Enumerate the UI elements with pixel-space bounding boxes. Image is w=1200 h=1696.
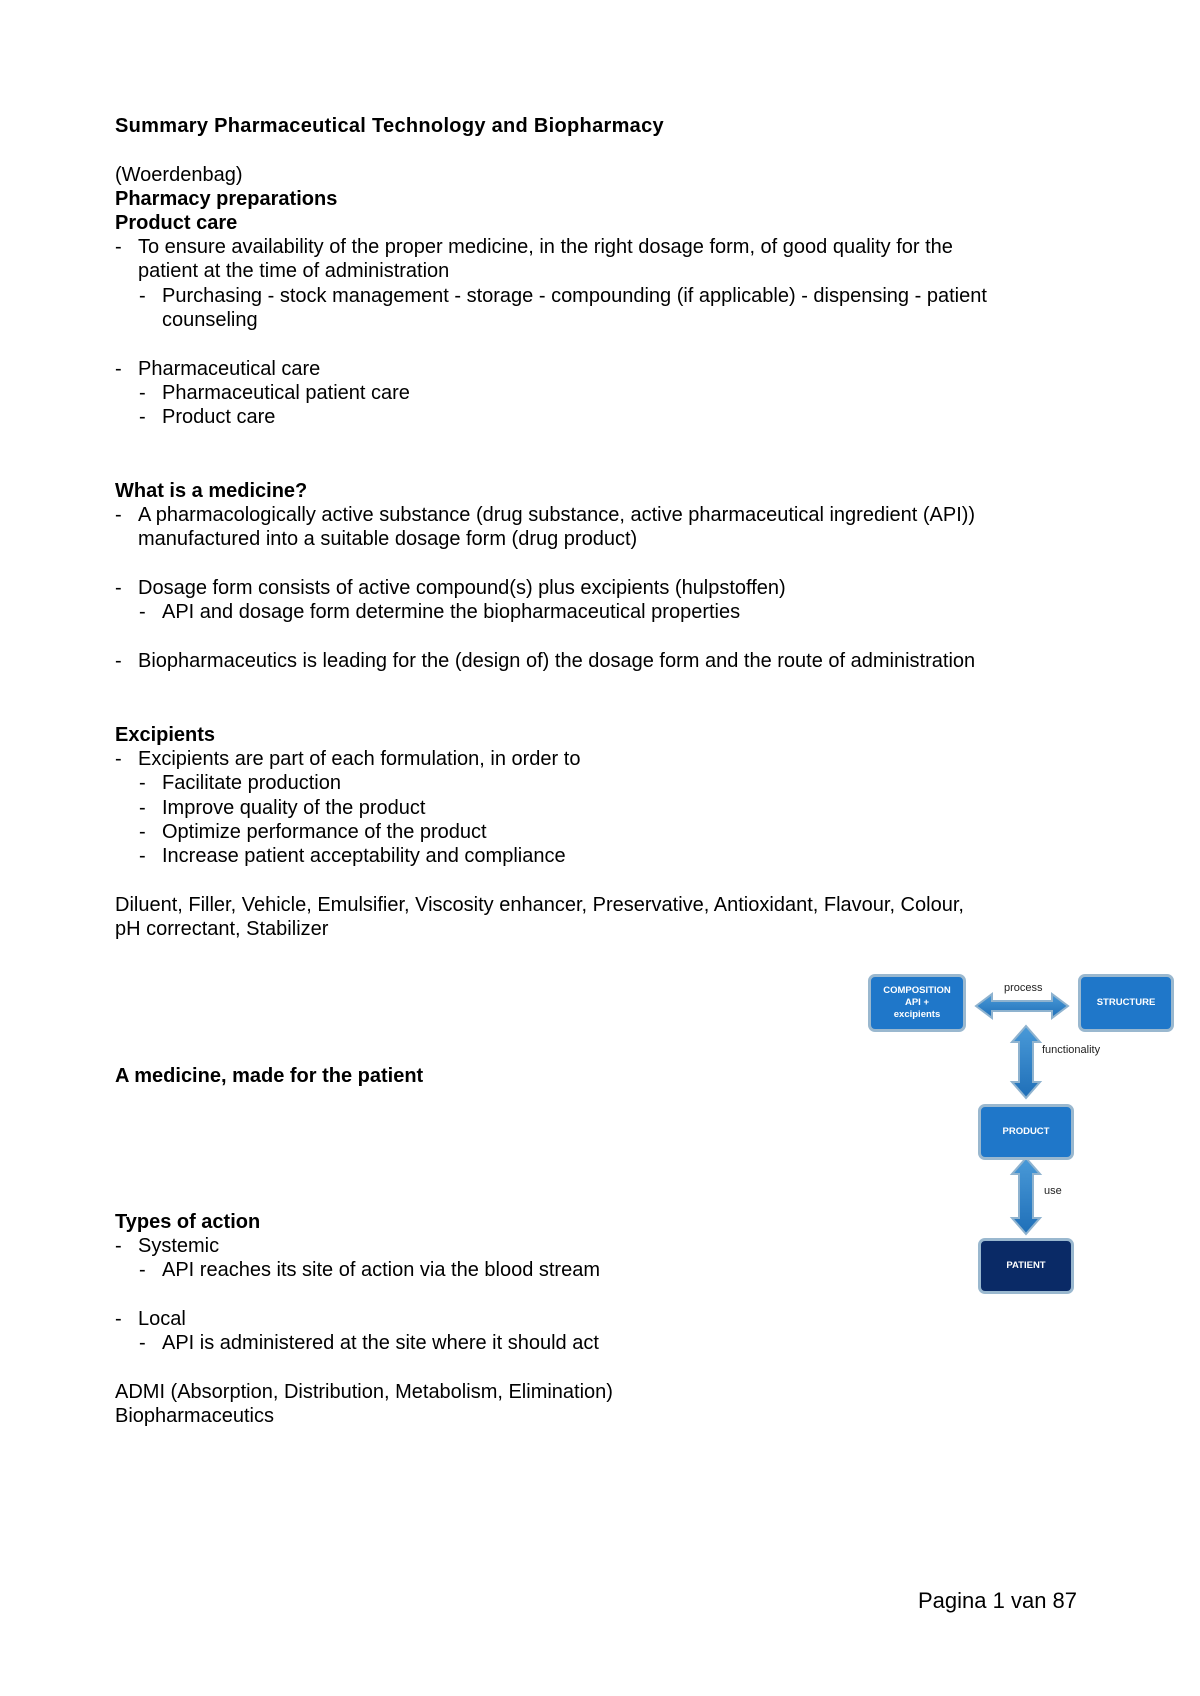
heading-pharmacy-preparations: Pharmacy preparations (115, 188, 338, 210)
heading-medicine-for-patient: A medicine, made for the patient (115, 1065, 424, 1087)
bullet-marker: - (115, 504, 122, 526)
sub-bullet-marker: - (139, 797, 146, 819)
sub-bullet-text-continued: counseling (162, 309, 258, 331)
sub-bullet-text: API reaches its site of action via the blood stream (162, 1259, 600, 1281)
sub-bullet-marker: - (139, 601, 146, 623)
structure-label: STRUCTURE (1096, 997, 1156, 1008)
sub-bullet-text: API and dosage form determine the biopharmaceutical properties (162, 601, 741, 623)
bullet-text-continued: patient at the time of administration (138, 260, 450, 282)
biopharmaceutics-text: Biopharmaceutics (115, 1405, 274, 1427)
use-arrow-icon (1012, 1158, 1040, 1234)
structure-box (1078, 974, 1174, 1032)
heading-product-care: Product care (115, 212, 238, 234)
sub-bullet-text: Purchasing - stock management - storage - compounding (if applicable) - dispensing - patient (162, 285, 987, 307)
functionality-label: functionality (1042, 1044, 1101, 1056)
admi-text: ADMI (Absorption, Distribution, Metabolism, Elimination) (115, 1381, 613, 1403)
sub-bullet-marker: - (139, 772, 146, 794)
bullet-text: Local (138, 1308, 186, 1330)
excipient-list: Diluent, Filler, Vehicle, Emulsifier, Viscosity enhancer, Preservative, Antioxidant, Flavour, Colour, (115, 894, 964, 916)
bullet-marker: - (115, 1235, 122, 1257)
bullet-marker: - (115, 748, 122, 770)
sub-bullet-text: Facilitate production (162, 772, 341, 794)
heading-types-of-action: Types of action (115, 1211, 261, 1233)
use-label: use (1044, 1185, 1062, 1197)
patient-box (978, 1238, 1074, 1294)
sub-bullet-marker: - (139, 285, 146, 307)
functionality-arrow-icon (1012, 1026, 1040, 1098)
composition-api-label: API + (904, 997, 930, 1008)
bullet-text: A pharmacologically active substance (drug substance, active pharmaceutical ingredient (API)) (138, 504, 976, 526)
product-label: PRODUCT (1002, 1126, 1050, 1137)
sub-bullet-text: Optimize performance of the product (162, 821, 487, 843)
sub-bullet-marker: - (139, 382, 146, 404)
sub-bullet-text: Improve quality of the product (162, 797, 426, 819)
bullet-text-continued: manufactured into a suitable dosage form (drug product) (138, 528, 638, 550)
page-number: Pagina 1 van 87 (918, 1588, 1078, 1613)
bullet-marker: - (115, 358, 122, 380)
bullet-text: Dosage form consists of active compound(s) plus excipients (hulpstoffen) (138, 577, 786, 599)
sub-bullet-marker: - (139, 1332, 146, 1354)
bullet-marker: - (115, 1308, 122, 1330)
medicine-diagram (868, 970, 1188, 1290)
sub-bullet-marker: - (139, 821, 146, 843)
product-box (978, 1104, 1074, 1160)
document-title: Summary Pharmaceutical Technology and Biopharmacy (115, 115, 664, 137)
sub-bullet-text: Product care (162, 406, 276, 428)
process-arrow-icon (976, 994, 1068, 1018)
excipient-list-continued: pH correctant, Stabilizer (115, 918, 329, 940)
sub-bullet-text: Pharmaceutical patient care (162, 382, 410, 404)
composition-excipients-label: excipients (893, 1009, 941, 1020)
sub-bullet-marker: - (139, 406, 146, 428)
sub-bullet-text: Increase patient acceptability and compliance (162, 845, 566, 867)
bullet-marker: - (115, 650, 122, 672)
sub-bullet-marker: - (139, 1259, 146, 1281)
patient-label: PATIENT (1006, 1260, 1046, 1271)
bullet-text: Excipients are part of each formulation, in order to (138, 748, 581, 770)
bullet-text: Systemic (138, 1235, 220, 1257)
author: (Woerdenbag) (115, 164, 243, 186)
heading-what-is-a-medicine: What is a medicine? (115, 480, 308, 502)
sub-bullet-marker: - (139, 845, 146, 867)
bullet-marker: - (115, 577, 122, 599)
heading-excipients: Excipients (115, 724, 216, 746)
bullet-text: To ensure availability of the proper medicine, in the right dosage form, of good quality for the (138, 236, 953, 258)
process-label: process (1004, 982, 1043, 994)
composition-box (868, 974, 966, 1032)
composition-label: COMPOSITION (883, 985, 951, 996)
sub-bullet-text: API is administered at the site where it should act (162, 1332, 599, 1354)
bullet-marker: - (115, 236, 122, 258)
bullet-text: Biopharmaceutics is leading for the (design of) the dosage form and the route of administration (138, 650, 976, 672)
bullet-text: Pharmaceutical care (138, 358, 321, 380)
